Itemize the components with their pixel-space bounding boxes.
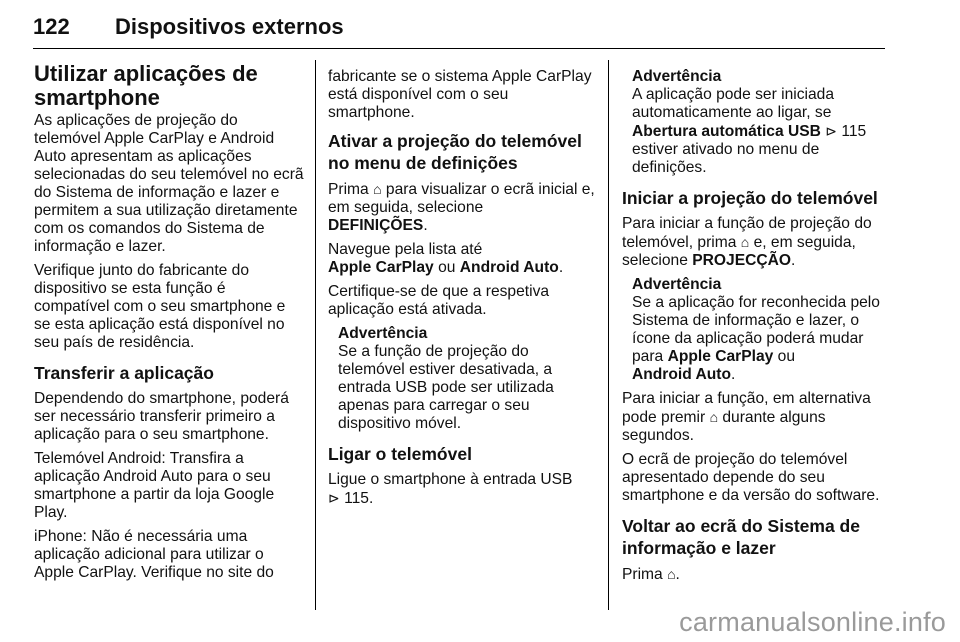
menu-label: Android Auto (459, 259, 559, 276)
text: . (731, 366, 736, 383)
column-divider-2 (608, 60, 609, 610)
home-icon: ⌂ (740, 234, 750, 250)
page-number: 122 (33, 14, 70, 39)
text: . (791, 252, 796, 269)
menu-label: Abertura automática USB (632, 123, 821, 140)
paragraph (622, 390, 892, 445)
text: Prima (328, 181, 369, 198)
subsection-heading: Transferir a aplicação (34, 363, 214, 383)
text: e, em seguida, selecione (622, 234, 856, 269)
running-title: Dispositivos externos (115, 14, 344, 39)
menu-label: DEFINIÇÕES (328, 217, 424, 234)
subsection-heading: Ligar o telemóvel (328, 444, 472, 464)
paragraph (328, 241, 598, 277)
paragraph: O ecrã de projeção do telemóvel apresentado depende do seu smartphone e da versão do software. (622, 451, 880, 504)
section-heading: Utilizar aplicações de smartphone (34, 61, 258, 110)
text: ou (777, 348, 795, 365)
note-block (328, 325, 598, 433)
note-title: Advertência (338, 325, 428, 342)
menu-label: PROJECÇÃO (692, 252, 792, 269)
text: Navegue pela lista até (328, 241, 483, 258)
note-title: Advertência (632, 68, 722, 85)
text: Para iniciar a função, em alternativa pode premir (622, 390, 871, 426)
paragraph: Certifique-se de que a respetiva aplicação está ativada. (328, 283, 550, 318)
paragraph (622, 215, 892, 270)
text: 115. (344, 490, 374, 507)
column-divider-1 (315, 60, 316, 610)
text: Para iniciar a função de projeção do telemóvel, prima (622, 215, 872, 251)
text: 115 estiver ativado no menu de definições. (632, 123, 867, 176)
paragraph: Telemóvel Android: Transfira a aplicação Android Auto para o seu smartphone a partir da loja Google Play. (34, 450, 275, 521)
home-icon: ⌂ (709, 409, 719, 425)
text: para visualizar o ecrã inicial e, em seguida, selecione (328, 181, 595, 216)
text: . (423, 217, 428, 234)
menu-label: Apple CarPlay (328, 259, 434, 276)
text: Se a aplicação for reconhecida pelo Sistema de informação e lazer, o ícone da aplicação poderá mudar para (632, 294, 880, 365)
note-text (632, 294, 892, 384)
header-rule (33, 48, 885, 49)
subsection-heading: Voltar ao ecrã do Sistema de informação e lazer (622, 516, 860, 558)
paragraph (328, 180, 598, 235)
note-text: Se a função de projeção do telemóvel estiver desativada, a entrada USB pode ser utilizada apenas para carregar o seu dispositivo móvel. (338, 343, 554, 432)
text: . (558, 259, 564, 276)
watermark: carmanualsonline.info (679, 607, 946, 637)
note-block (622, 68, 892, 177)
text: A aplicação pode ser iniciada automaticamente ao ligar, se (632, 86, 834, 121)
paragraph: Verifique junto do fabricante do dispositivo se esta função é compatível com o seu smartphone e se esta aplicação está disponível no seu país de residência. (34, 262, 286, 351)
home-icon: ⌂ (373, 181, 382, 197)
home-icon: ⌂ (667, 566, 676, 582)
reference-arrow-icon: ⊳ (825, 123, 837, 139)
menu-label: Apple CarPlay (667, 348, 774, 365)
note-title: Advertência (632, 276, 722, 293)
page-header (33, 14, 885, 50)
reference-arrow-icon: ⊳ (328, 490, 340, 506)
text: ou (438, 259, 456, 276)
text: Prima (622, 566, 663, 583)
text: . (675, 566, 680, 583)
note-block (622, 276, 892, 384)
text: durante alguns segundos. (622, 409, 826, 444)
paragraph (622, 565, 892, 584)
paragraph: Dependendo do smartphone, poderá ser necessário transferir primeiro a aplicação para o seu smartphone. (34, 390, 289, 443)
paragraph: As aplicações de projeção do telemóvel Apple CarPlay e Android Auto apresentam as aplicações selecionadas do seu telemóvel no ecrã do Sistema de informação e lazer e permitem a sua utilização diretamente com os comandos do Sistema de informação e lazer. (34, 112, 304, 255)
paragraph: fabricante se o sistema Apple CarPlay está disponível com o seu smartphone. (328, 68, 592, 121)
menu-label: Android Auto (632, 366, 732, 383)
column-3 (622, 68, 892, 590)
subsection-heading: Ativar a projeção do telemóvel no menu de definições (328, 131, 582, 173)
text: Ligue o smartphone à entrada USB (328, 471, 573, 488)
paragraph (328, 471, 598, 508)
column-1 (34, 62, 304, 588)
column-2 (328, 68, 598, 514)
note-text (632, 86, 892, 177)
subsection-heading: Iniciar a projeção do telemóvel (622, 188, 878, 208)
paragraph: iPhone: Não é necessária uma aplicação adicional para utilizar o Apple CarPlay. Verifique no site do (34, 528, 274, 581)
